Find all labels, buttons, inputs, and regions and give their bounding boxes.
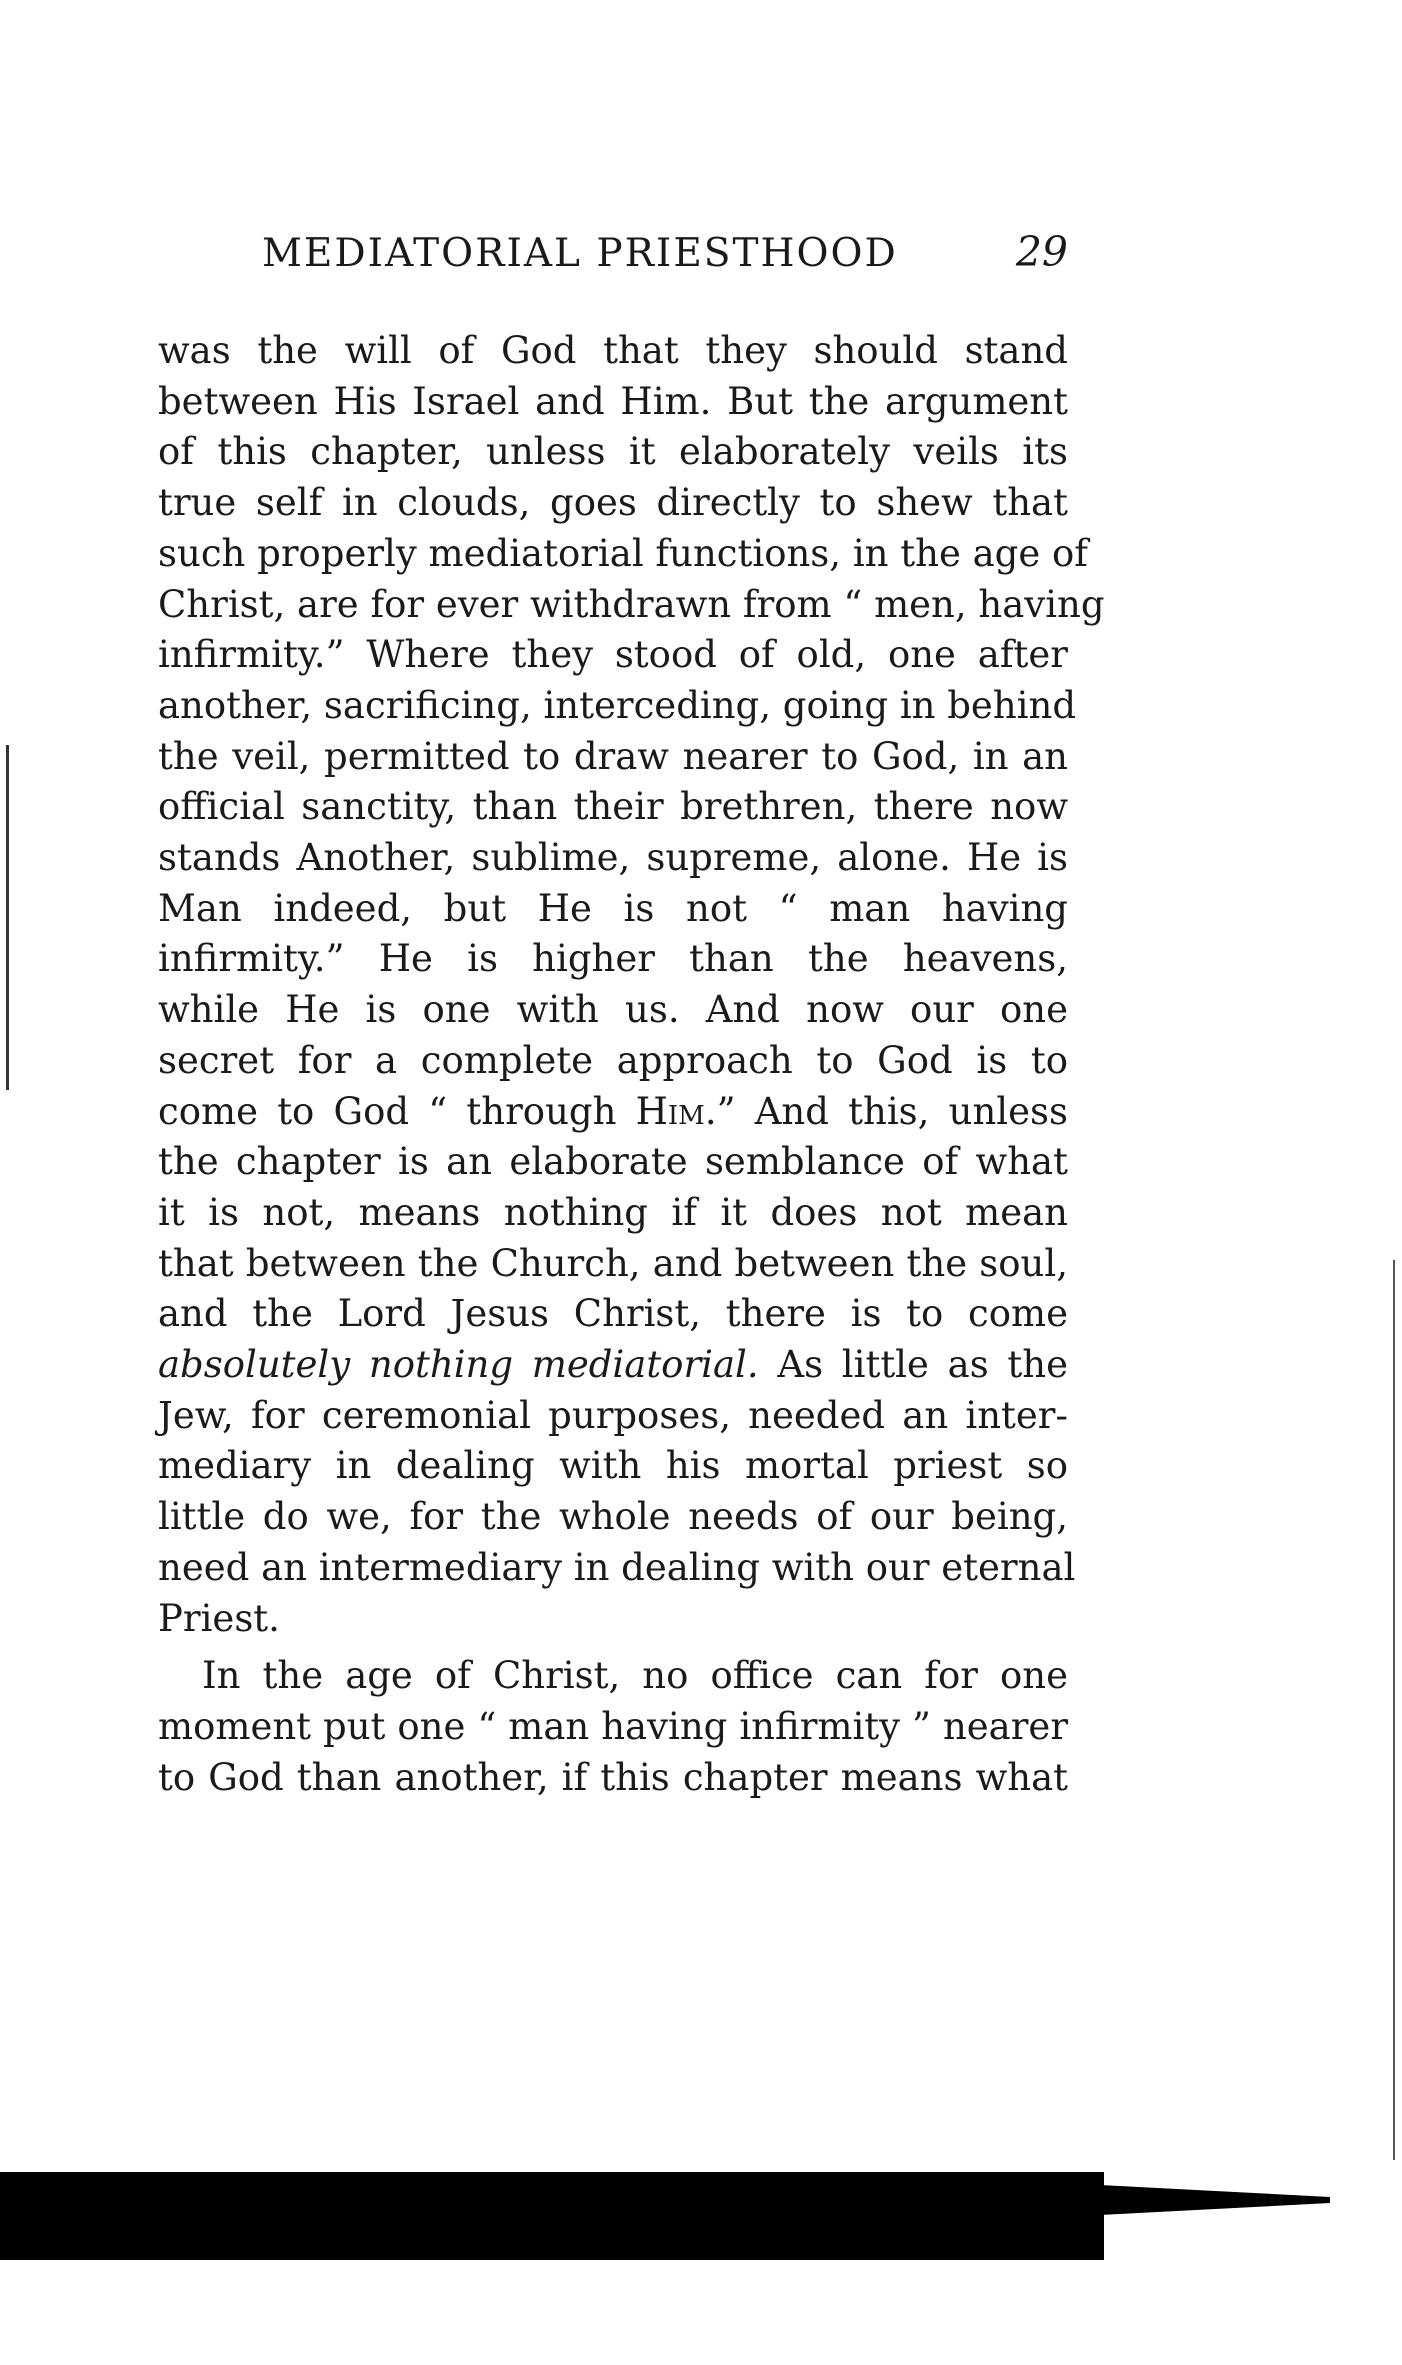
text-line: [158, 1340, 1068, 1391]
page-number: 29: [1015, 228, 1068, 276]
scan-artifact-bar-tail: [1100, 2185, 1330, 2215]
text-line: and the Lord Jesus Christ, there is to come: [158, 1292, 1068, 1336]
text-line: In the age of Christ, no office can for one: [202, 1654, 1068, 1698]
text-line: of this chapter, unless it elaborately veils its: [158, 430, 1068, 474]
text-line: little do we, for the whole needs of our being,: [158, 1495, 1068, 1539]
running-title: MEDIATORIAL PRIESTHOOD: [262, 231, 898, 276]
text-line: mediary in dealing with his mortal priest so: [158, 1444, 1068, 1488]
text-line: to God than another, if this chapter means what: [158, 1755, 1068, 1799]
text-line: Jew, for ceremonial purposes, needed an inter-: [158, 1393, 1068, 1437]
scan-edge-mark: [6, 745, 9, 1090]
text-line: Priest.: [158, 1596, 280, 1640]
text-line: such properly mediatorial functions, in the age of: [158, 531, 1088, 575]
text-line: stands Another, sublime, supreme, alone. He is: [158, 836, 1068, 880]
text-line: it is not, means nothing if it does not mean: [158, 1190, 1068, 1234]
text-line: moment put one “ man having infirmity ” nearer: [158, 1704, 1068, 1748]
text-line: was the will of God that they should stand: [158, 329, 1068, 372]
paragraph-1: [158, 326, 1105, 1644]
text-line: secret for a complete approach to God is to: [158, 1038, 1068, 1082]
paragraph-2: [158, 1651, 1068, 1803]
scan-edge-mark: [1393, 1260, 1395, 2160]
body-text: [158, 326, 1105, 1803]
text-line: infirmity.” Where they stood of old, one after: [158, 633, 1068, 677]
text-line: another, sacrificing, interceding, going in behind: [158, 683, 1077, 727]
text-line: [158, 1087, 1068, 1138]
scan-artifact-bar: [0, 2172, 1104, 2260]
text-line: Man indeed, but He is not “ man having: [158, 886, 1068, 930]
text-run: .” And this, unless: [704, 1089, 1069, 1133]
text-line: Christ, are for ever withdrawn from “ men, having: [158, 582, 1105, 626]
text-line: infirmity.” He is higher than the heavens,: [158, 937, 1068, 981]
text-run: As little as the: [758, 1343, 1068, 1387]
text-line: the veil, permitted to draw nearer to God, in an: [158, 734, 1068, 778]
small-caps-him: Him: [635, 1089, 705, 1133]
text-line: while He is one with us. And now our one: [158, 988, 1068, 1032]
text-line: that between the Church, and between the soul,: [158, 1241, 1068, 1285]
text-line: between His Israel and Him. But the argument: [158, 379, 1068, 423]
text-line: true self in clouds, goes directly to shew that: [158, 481, 1068, 525]
text-line: need an intermediary in dealing with our eternal: [158, 1545, 1076, 1589]
italic-emphasis: absolutely nothing mediatorial.: [158, 1343, 759, 1387]
page-header: [262, 228, 1068, 276]
text-run: come to God “ through: [158, 1089, 617, 1133]
text-line: the chapter is an elaborate semblance of what: [158, 1140, 1068, 1184]
text-line: official sanctity, than their brethren, there now: [158, 785, 1068, 829]
